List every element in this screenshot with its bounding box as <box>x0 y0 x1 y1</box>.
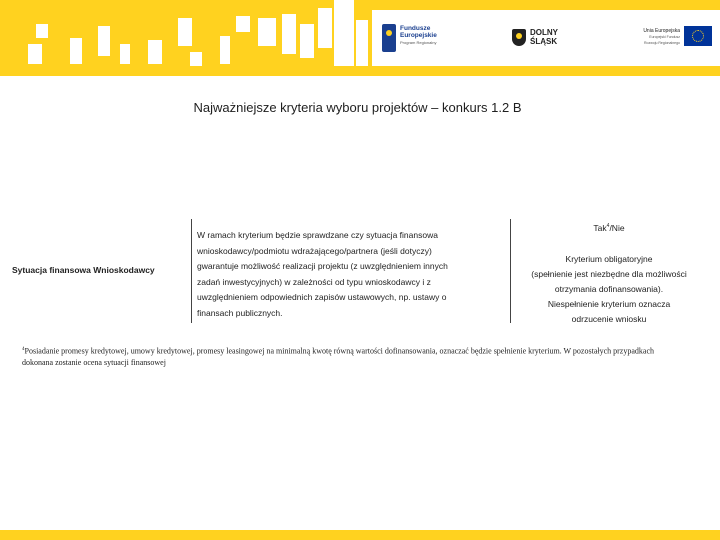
description-line: uwzględnieniem odpowiednich zapisów ustawowych, np. ustawy o <box>197 292 447 302</box>
logo-fe-line2: Europejskie <box>400 32 437 39</box>
logo-strip <box>372 10 720 66</box>
logo-fundusze-europejskie <box>382 24 446 54</box>
column-divider <box>510 219 511 323</box>
criterion-name: Sytuacja finansowa Wnioskodawcy <box>12 265 155 275</box>
description-line: gwarantuje możliwość realizacji projektu (z uwzględnieniem innych <box>197 261 448 271</box>
logo-ds-line1: DOLNY <box>530 28 558 37</box>
logo-eu-line2: Europejski Fundusz <box>649 35 680 39</box>
logo-unia-europejska <box>640 26 714 50</box>
decor-square <box>258 18 276 46</box>
criterion-type-line: odrzucenie wniosku <box>571 314 647 324</box>
criterion-type <box>514 252 704 327</box>
column-divider <box>191 219 192 323</box>
criterion-type-line: Niespełnienie kryterium oznacza <box>547 299 671 309</box>
logo-eu-line1: Unia Europejska <box>643 28 680 34</box>
decor-square <box>36 24 48 38</box>
decor-square <box>120 44 130 64</box>
footnote-marker: 4 <box>22 347 25 352</box>
logo-ds-line2: ŚLĄSK <box>530 37 558 46</box>
header-band <box>0 0 720 76</box>
decor-square <box>148 40 162 64</box>
stars-flag-icon <box>382 24 396 52</box>
decor-square <box>28 44 42 64</box>
page-title: Najważniejsze kryteria wyboru projektów – konkurs 1.2 B <box>193 100 522 115</box>
decor-square <box>98 26 110 56</box>
description-line: zadań inwestycyjnych) w zależności od typu wnioskodawcy i z <box>197 276 431 287</box>
criterion-description <box>197 228 503 321</box>
criterion-type-line: (spełnienie jest niezbędne dla możliwości <box>531 269 687 279</box>
decor-square <box>282 14 296 54</box>
footnote-ref: 4 <box>606 223 610 230</box>
logo-eu-line3: Rozwoju Regionalnego <box>644 41 680 45</box>
decor-square <box>236 16 250 32</box>
decor-square <box>178 18 192 46</box>
decor-square <box>70 38 82 64</box>
decor-square <box>356 20 368 66</box>
description-line: finansach publicznych. <box>197 307 283 318</box>
answer-options <box>514 223 704 233</box>
answer-nie: /Nie <box>609 223 625 233</box>
footnote-text: Posiadanie promesy kredytowej, umowy kredytowej, promesy leasingowej na minimalną kwotę równą wartości dofinansowania, oznaczać będzie spełnienie kryterium. W pozostałych przypadkach dokonana zostanie ocena sytuacji finansowej <box>22 346 655 367</box>
decor-square <box>334 0 354 66</box>
logo-fe-subtitle: Program Regionalny <box>400 40 437 45</box>
decor-square <box>318 8 332 48</box>
criterion-type-line: otrzymania dofinansowania). <box>554 284 664 294</box>
logo-fe-line1: Fundusze <box>400 25 431 32</box>
criterion-type-line: Kryterium obligatoryjne <box>565 254 653 264</box>
logo-dolny-slask <box>512 28 572 50</box>
description-line: wnioskodawcy/podmiotu wdrażającego/partnera (jeśli dotyczy) <box>197 245 432 256</box>
footer-band <box>0 530 720 540</box>
footnote <box>22 344 682 368</box>
eagle-crest-icon <box>512 29 526 46</box>
decor-square <box>190 52 202 66</box>
decor-square <box>220 36 230 64</box>
eu-flag-icon <box>684 26 712 46</box>
description-line: W ramach kryterium będzie sprawdzane czy sytuacja finansowa <box>197 230 438 240</box>
answer-tak: Tak <box>593 223 607 233</box>
decor-square <box>300 24 314 58</box>
